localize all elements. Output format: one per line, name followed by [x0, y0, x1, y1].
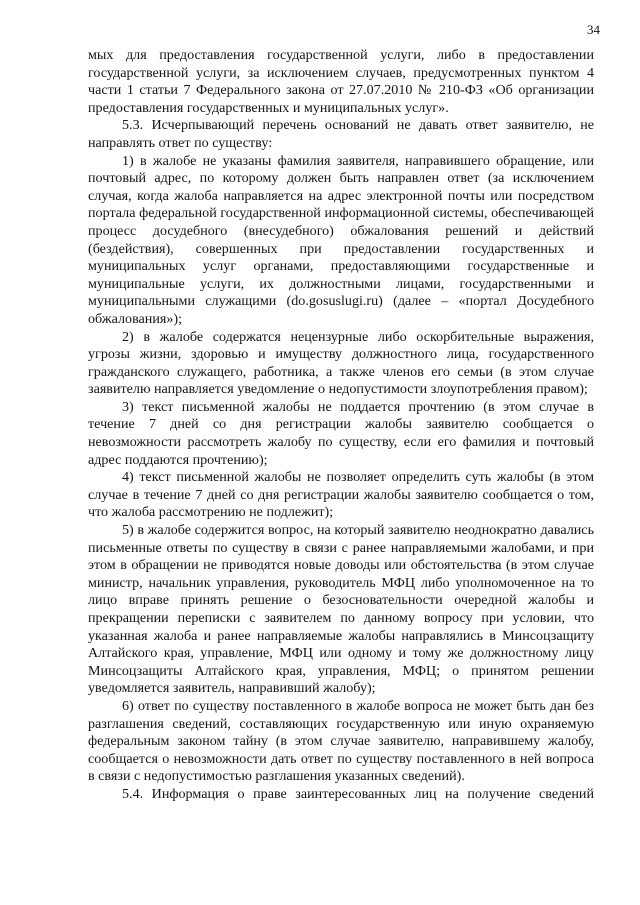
list-item-4: 4) текст письменной жалобы не позволяет определить суть жалобы (в этом случае в течение 7 дней со дня регистрации жалобы заявителю сообщается о том, что жалоба рассмотрению не подлежит);	[88, 469, 594, 521]
list-item-3: 3) текст письменной жалобы не поддается прочтению (в этом случае в течение 7 дней со дня регистрации жалобы заявителю сообщается о невозможности рассмотреть жалобу по существу, если его фамилия и почтовый адрес поддаются прочтению);	[88, 398, 594, 468]
list-item-5: 5) в жалобе содержится вопрос, на который заявителю неоднократно давались письменные ответы по существу в связи с ранее направляемыми жалобами, и при этом в обращении не приводятся новые доводы или обстоятельства (в этом случае министр, начальник управления, руководитель МФЦ либо уполномоченное на то лицо вправе принять решение о безосновательности очередной жалобы и прекращении переписки с заявителем по данному вопросу при условии, что указанная жалоба и ранее направляемые жалобы направлялись в Минсоцзащиту Алтайского края, управление, МФЦ или одному и тому же должностному лицу Минсоцзащиты Алтайского края, управления, МФЦ; о принятом решении уведомляется заявитель, направивший жалобу);	[88, 522, 594, 697]
document-body	[88, 47, 594, 804]
list-item-2: 2) в жалобе содержатся нецензурные либо оскорбительные выражения, угрозы жизни, здоровью и имуществу должностного лица, государственного гражданского служащего, работника, а также членов его семьи (в этом случае заявителю направляется уведомление о недопустимости злоупотребления правом);	[88, 328, 594, 398]
list-item-1: 1) в жалобе не указаны фамилия заявителя, направившего обращение, или почтовый адрес, по которому должен быть направлен ответ (за исключением случая, когда жалоба направляется на адрес электронной почты или посредством портала федеральной государственной информационной системы, обеспечивающей процесс досудебного (внесудебного) обжалования решений и действий (бездействия), совершенных при предоставлении государственных и муниципальных услуг органами, предоставляющими государственные и муниципальные услуги, их должностными лицами, государственными и муниципальными служащими (do.gosuslugi.ru) (далее – «портал Досудебного обжалования»);	[88, 152, 594, 327]
page-number: 34	[587, 22, 600, 37]
list-item-6: 6) ответ по существу поставленного в жалобе вопроса не может быть дан без разглашения сведений, составляющих государственную или иную охраняемую федеральным законом тайну (в этом случае заявителю, направившему жалобу, сообщается о невозможности дать ответ по существу поставленного в ней вопроса в связи с недопустимостью разглашения указанных сведений).	[88, 697, 594, 785]
paragraph-5-4-heading: 5.4. Информация о праве заинтересованных лиц на получение сведений	[122, 785, 594, 802]
paragraph-5-3-heading: 5.3. Исчерпывающий перечень оснований не давать ответ заявителю, не направлять ответ по существу:	[88, 117, 594, 151]
paragraph-continuation: мых для предоставления государственной услуги, либо в предоставлении государственной услуги, за исключением случаев, предусмотренных пунктом 4 части 1 статьи 7 Федерального закона от 27.07.2010 № 210-ФЗ «Об организации предоставления государственных и муниципальных услуг».	[88, 47, 594, 116]
